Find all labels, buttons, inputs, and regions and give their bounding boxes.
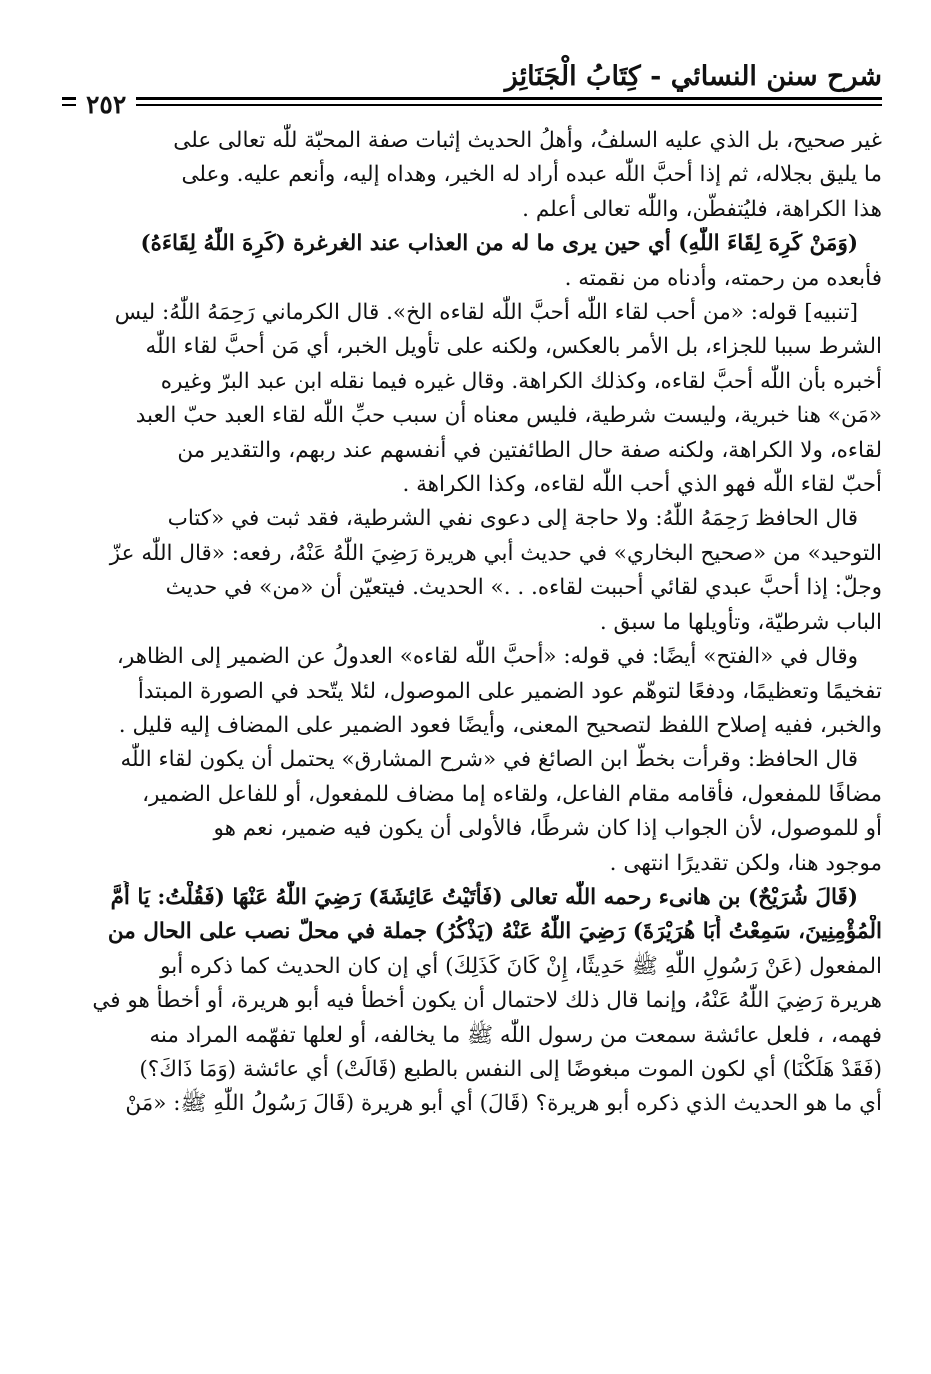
- text-line: [تنبيه] قوله: «من أحب لقاء اللّٰه أحبَّ اللّٰه لقاءه الخ». قال الكرماني رَحِمَهُ اللّٰهُ: ليس: [114, 300, 858, 326]
- text-line: وجلّ: إذا أحبَّ عبدي لقائي أحببت لقاءه. . .» الحديث. فيتعيّن أن «من» في حديث: [165, 575, 882, 601]
- running-title: شرح سنن النسائي - كِتَابُ الْجَنَائِز: [504, 61, 882, 92]
- book-page: [62, 60, 882, 1122]
- text-line: أي ما هو الحديث الذي ذكره أبو هريرة؟ (قَالَ) أي أبو هريرة (قَالَ رَسُولُ اللّٰهِ ﷺ: «مَنْ: [125, 1091, 882, 1117]
- text-line: فأبعده من رحمته، وأدناه من نقمته .: [564, 265, 882, 291]
- text-line: (قَالَ شُرَيْحٌ) بن هانىء رحمه اللّٰه تعالى (فَأَتَيْتُ عَائِشَةَ) رَضِيَ اللّٰهُ عَنْهَا (فَقُلْتُ: يَا أُمَّ: [110, 884, 858, 910]
- text-line: هريرة رَضِيَ اللّٰهُ عَنْهُ، وإنما قال ذلك لاحتمال أن يكون أخطأ فيه أبو هريرة، أو أخطأ هو في: [92, 988, 882, 1014]
- text-line: والخبر، ففيه إصلاح اللفظ لتصحيح المعنى، وأيضًا فعود الضمير على المضاف إليه قليل .: [118, 712, 882, 738]
- paragraph-1: [62, 124, 882, 227]
- paragraph-6: [62, 743, 882, 881]
- text-line: (وَمَنْ كَرِهَ لِقَاءَ اللّٰهِ) أي حين يرى ما له من العذاب عند الغرغرة (كَرِهَ اللّٰهُ لِقَاءَهُ): [140, 231, 858, 257]
- paragraph-2: [62, 227, 882, 296]
- text-line: مضافًا للمفعول، فأقامه مقام الفاعل، ولقاءه إما مضاف للمفعول، أو للفاعل الضمير،: [142, 781, 882, 807]
- paragraph-5: [62, 640, 882, 743]
- text-line: «مَن» هنا خبرية، وليست شرطية، فليس معناه أن سبب حبِّ اللّٰه لقاء العبد حبّ العبد: [135, 403, 882, 429]
- text-line: المفعول (عَنْ رَسُولِ اللّٰهِ ﷺ حَدِيثًا، إِنْ كَانَ كَذَلِكَ) أي إن كان الحديث كما ذكره أبو: [160, 953, 882, 979]
- header-rule-thick: [62, 97, 882, 100]
- text-line: فهمه، ، فلعل عائشة سمعت من رسول اللّٰه ﷺ ما يخالفه، أو لعلها تفهّمه المراد منه: [149, 1022, 882, 1048]
- text-line: أحبّ لقاء اللّٰه فهو الذي أحب اللّٰه لقاءه، وكذا الكراهة .: [402, 472, 882, 498]
- text-line: هذا الكراهة، فليُتفطَّن، واللّٰه تعالى أعلم .: [522, 196, 882, 222]
- text-line: الشرط سببا للجزاء، بل الأمر بالعكس، ولكنه على تأويل الخبر، أي مَن أحبَّ لقاء اللّٰه: [145, 334, 882, 360]
- text-line: الباب شرطيّة، وتأويلها ما سبق .: [599, 609, 882, 635]
- text-line: أخبره بأن اللّٰه أحبَّ لقاءه، وكذلك الكراهة. وقال غيره فيما نقله ابن عبد البرّ وغيره: [160, 368, 882, 394]
- text-line: قال الحافظ: وقرأت بخطّ ابن الصائغ في «شرح المشارق» يحتمل أن يكون لقاء اللّٰه: [120, 747, 858, 773]
- text-line: ما يليق بجلاله، ثم إذا أحبَّ اللّٰه عبده أراد له الخير، وهداه إليه، وأنعم عليه. وعلى: [181, 162, 882, 188]
- page-number: ٢٥٢: [76, 90, 136, 120]
- text-line: تفخيمًا وتعظيمًا، ودفعًا لتوهّم عود الضمير على الموصول، لئلا يتّحد في الصورة المبتدأ: [137, 678, 882, 704]
- text-line: الْمُؤْمِنِينَ، سَمِعْتُ أَبَا هُرَيْرَةَ) رَضِيَ اللّٰهُ عَنْهُ (يَذْكُرُ) جملة في محلّ نصب على الحال من: [107, 919, 882, 945]
- text-line: غير صحيح، بل الذي عليه السلفُ، وأهلُ الحديث إثبات صفة المحبّة للّٰه تعالى على: [173, 128, 882, 153]
- text-line: (فَقَدْ هَلَكْنَا) أي لكون الموت مبغوضًا إلى النفس بالطبع (قَالَتْ) أي عائشة (وَمَا ذَاكَ؟): [139, 1056, 882, 1082]
- text-line: موجود هنا، ولكن تقديرًا انتهى .: [609, 850, 882, 876]
- paragraph-3: [62, 296, 882, 502]
- header-rule-thin: [62, 104, 882, 106]
- text-line: التوحيد» من «صحيح البخاري» في حديث أبي هريرة رَضِيَ اللّٰهُ عَنْهُ، رفعه: «قال اللّٰه عزّ: [109, 540, 882, 566]
- text-line: أو للموصول، لأن الجواب إذا كان شرطًا، فالأولى أن يكون فيه ضمير، نعم هو: [213, 816, 882, 842]
- text-line: قال الحافظ رَحِمَهُ اللّٰهُ: ولا حاجة إلى دعوى نفي الشرطية، فقد ثبت في «كتاب: [167, 506, 858, 532]
- paragraph-4: [62, 502, 882, 640]
- text-line: لقاءه، ولا الكراهة، ولكنه صفة حال الطائفتين في أنفسهم عند ربهم، والتقدير من: [177, 437, 882, 463]
- page-header: [62, 60, 882, 119]
- body-text: [62, 124, 882, 1122]
- paragraph-7: [62, 881, 882, 1122]
- text-line: وقال في «الفتح» أيضًا: في قوله: «أحبَّ اللّٰه لقاءه» العدولُ عن الضمير إلى الظاهر،: [116, 644, 858, 670]
